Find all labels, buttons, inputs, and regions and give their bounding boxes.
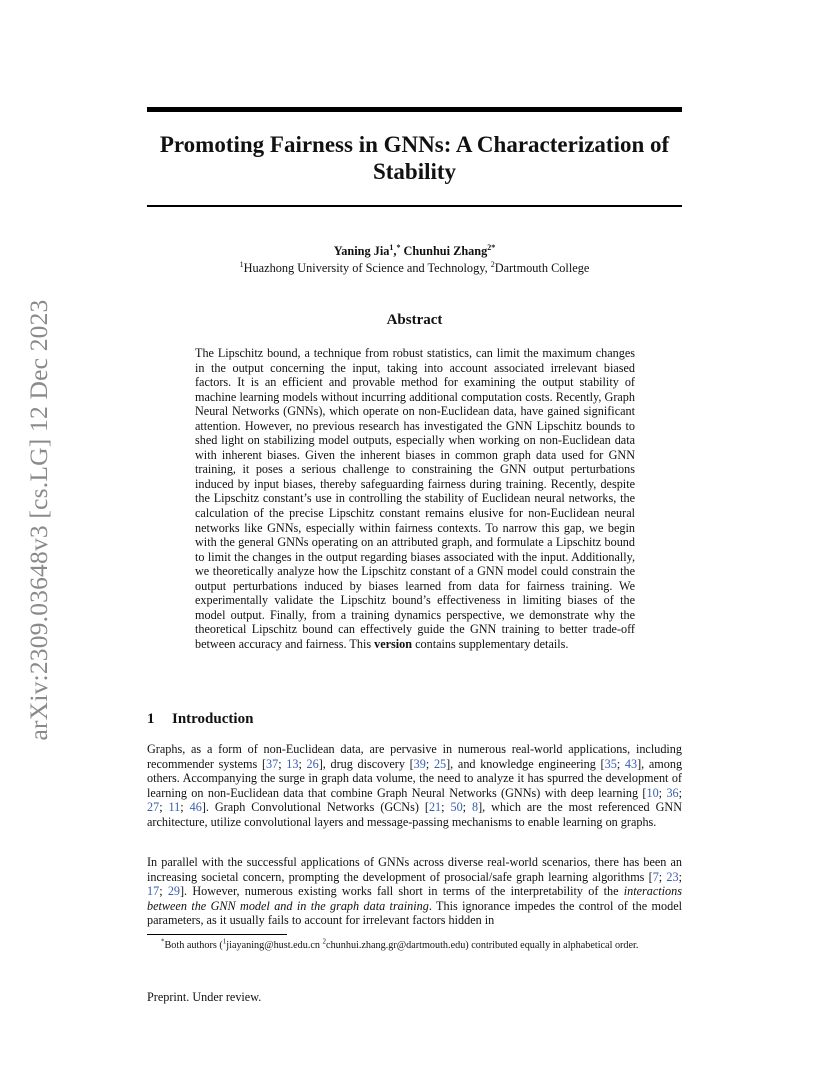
section-title: Introduction [172, 711, 254, 727]
affiliation-1: Huazhong University of Science and Technology, [243, 261, 491, 275]
paragraph-text: ; [658, 785, 667, 800]
paragraph-text: ; [441, 800, 451, 815]
citation-link[interactable]: 10 [646, 785, 659, 800]
paragraph-text: ; [616, 756, 625, 771]
section-number: 1 [147, 711, 155, 727]
citation-link[interactable]: 39 [413, 756, 426, 771]
citation-link[interactable]: 21 [428, 800, 442, 815]
section-heading-introduction [147, 711, 253, 728]
footnote-rest: ) contributed equally in alphabetical order. [465, 940, 639, 951]
citation-link[interactable]: 46 [189, 800, 202, 815]
author-1-affiliation-mark: 1 [389, 242, 394, 252]
paragraph-text: ; [159, 884, 168, 899]
footnote [147, 939, 682, 952]
citation-link[interactable]: 7 [652, 869, 659, 884]
paragraph-text: ; [159, 800, 169, 815]
paragraph-text: In parallel with the successful applications of GNNs across diverse real-world scenarios, there has been an increasing societal concern, prompting the development of prosocial/safe graph learning algorithms [ [147, 855, 682, 884]
affiliation-2-mark: 2 [490, 259, 495, 269]
footnote-rule [147, 934, 287, 935]
paragraph-text: ; [462, 800, 472, 815]
citation-link[interactable]: 17 [147, 884, 160, 899]
paragraph-text: ]. Graph Convolutional Networks (GCNs) [ [201, 800, 429, 815]
footnote-email-2-mark: 2 [322, 937, 327, 946]
footnote-email-1-mark: 1 [222, 937, 227, 946]
citation-link[interactable]: 35 [604, 756, 617, 771]
paragraph-text: ], drug discovery [ [318, 756, 414, 771]
author-2-affiliation-mark: 2* [487, 242, 496, 252]
citation-link[interactable]: 11 [168, 800, 181, 815]
abstract-body [195, 346, 635, 651]
paragraph-text: ; [180, 800, 190, 815]
citation-link[interactable]: 8 [472, 800, 479, 815]
paragraph-text: ; [425, 756, 434, 771]
paragraph-text: ; [678, 785, 683, 800]
author-2: Chunhui Zhang [403, 244, 488, 258]
author-block [147, 243, 682, 277]
paper-title: Promoting Fairness in GNNs: A Characterization of Stability [159, 132, 670, 184]
paragraph-text: ], which are the most referenced GNN architecture, utilize convolutional layers and message-passing mechanisms to enable learning on graphs. [147, 800, 682, 829]
affiliation-2: Dartmouth College [494, 261, 590, 275]
preprint-note: Preprint. Under review. [147, 990, 262, 1004]
author-1: Yaning Jia [333, 244, 390, 258]
citation-link[interactable]: 27 [147, 800, 160, 815]
citation-link[interactable]: 23 [666, 869, 679, 884]
footnote-email-2: chunhui.zhang.gr@dartmouth.edu [326, 940, 466, 951]
abstract-text: The Lipschitz bound, a technique from robust statistics, can limit the maximum changes in the output concerning the input, taking into account associated irrelevant biased factors. It is an efficient and provable method for examining the output stability of machine learning models without incurring additional computation costs. Recently, Graph Neural Networks (GNNs), which operate on non-Euclidean data, have gained significant attention. However, no previous research has investigated the GNN Lipschitz bounds to shed light on stabilizing model outputs, especially when working on non-Euclidean data with inherent biases. Given the inherent biases in common graph data used for GNN training, it poses a serious challenge to constraining the GNN output perturbations induced by input biases, thereby safeguarding fairness during training. Recently, despite the Lipschitz constant’s use in controlling the stability of Euclidean neural networks, the calculation of the precise Lipschitz constant remains elusive for non-Euclidean neural networks like GNNs, especially within fairness contexts. To narrow this gap, we begin with the general GNNs operating on an attributed graph, and formulate a Lipschitz bound to limit the changes in the output regarding biases associated with the input. Additionally, we theoretically analyze how the Lipschitz constant of a GNN model could constrain the output perturbations induced by biases learned from data for fairness training. We experimentally validate the Lipschitz bound’s effectiveness in limiting biases of the model output. Finally, from a training dynamics perspective, we demonstrate why the theoretical Lipschitz bound can effectively guide the GNN training to better trade-off between accuracy and fairness. This [195, 346, 635, 651]
paragraph-text: ]. However, numerous existing works fall short in terms of the interpretability of the [180, 884, 624, 899]
author-1-equal-mark: * [396, 242, 401, 252]
affiliations [147, 260, 682, 277]
abstract-heading: Abstract [386, 312, 443, 328]
author-separator: , [393, 244, 397, 258]
abstract-tail: contains supplementary details. [412, 636, 569, 651]
title-top-rule [147, 107, 682, 112]
footnote-mark: * [161, 937, 165, 946]
paragraph-text: Graphs, as a form of non-Euclidean data, are pervasive in numerous real-world applications, including recommender systems [ [147, 742, 682, 771]
author-names [147, 243, 682, 260]
emphasized-text: interactions between the GNN model and in the graph data training [147, 884, 682, 913]
citation-link[interactable]: 37 [266, 756, 279, 771]
footnote-email-1: jiayaning@hust.edu.cn [226, 940, 323, 951]
title-bottom-rule [147, 205, 682, 207]
arxiv-identifier-stamp: arXiv:2309.03648v3 [cs.LG] 12 Dec 2023 [24, 299, 53, 741]
citation-link[interactable]: 43 [624, 756, 638, 771]
affiliation-1-mark: 1 [239, 259, 244, 269]
intro-paragraph-1 [147, 742, 682, 829]
citation-link[interactable]: 36 [666, 785, 679, 800]
citation-link[interactable]: 26 [306, 756, 319, 771]
abstract-bold-word: version [374, 636, 413, 651]
citation-link[interactable]: 29 [167, 884, 180, 899]
paragraph-text: ], and knowledge engineering [ [446, 756, 605, 771]
paragraph-text: ; [278, 756, 287, 771]
paragraph-text: ; [678, 869, 682, 884]
citation-link[interactable]: 50 [450, 800, 463, 815]
citation-link[interactable]: 25 [433, 756, 447, 771]
paragraph-text: ; [658, 869, 667, 884]
paragraph-text: ], among others. Accompanying the surge in graph data volume, the need to analyze it has spurred the development of learning on non-Euclidean data that combine Graph Neural Networks (GNNs) with deep learning [ [147, 756, 683, 800]
intro-paragraph-2 [147, 855, 682, 928]
paragraph-text: ; [298, 756, 307, 771]
paragraph-text: . This ignorance impedes the control of the model parameters, as it usually fails to account for irrelevant factors hidden in [147, 898, 682, 928]
footnote-lead: Both authors ( [164, 940, 223, 951]
citation-link[interactable]: 13 [286, 756, 299, 771]
